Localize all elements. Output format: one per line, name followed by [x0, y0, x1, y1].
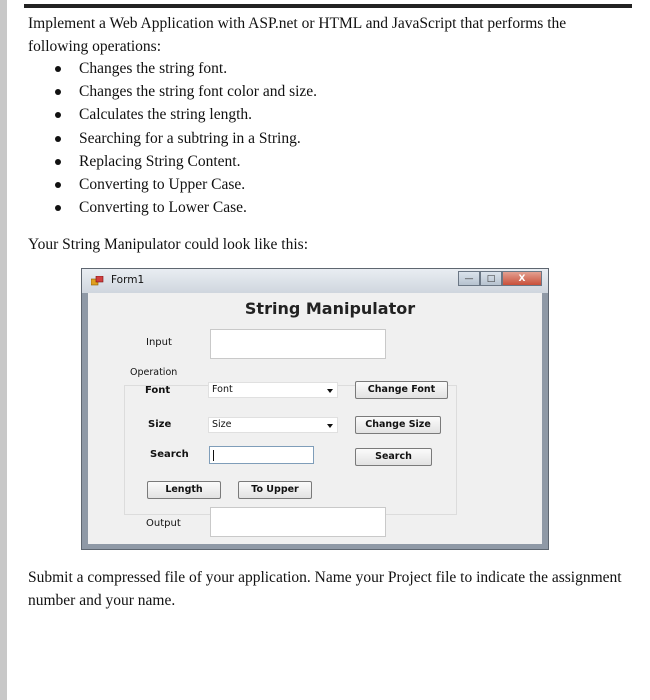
change-font-button[interactable]: Change Font [355, 381, 448, 399]
font-label: Font [145, 385, 171, 396]
window-title: Form1 [111, 274, 145, 286]
form-app-icon [91, 276, 104, 286]
form-heading: String Manipulator [244, 299, 416, 318]
window-titlebar [82, 269, 548, 293]
example-lead-text: Your String Manipulator could look like this: [28, 236, 309, 253]
page-left-border [0, 0, 7, 700]
search-button[interactable]: Search [355, 448, 432, 466]
top-rule [24, 4, 632, 8]
list-item: Converting to Lower Case. [50, 196, 317, 219]
list-item: Calculates the string length. [50, 103, 317, 126]
input-textbox[interactable] [210, 329, 386, 359]
list-item: Searching for a subtring in a String. [50, 127, 317, 150]
search-input[interactable] [209, 446, 314, 464]
assignment-intro: Implement a Web Application with ASP.net or HTML and JavaScript that performs the following operations: [28, 15, 567, 55]
form-window-screenshot [81, 268, 549, 550]
operations-list [50, 57, 317, 219]
list-item: Changes the string font color and size. [50, 80, 317, 103]
operation-label: Operation [130, 367, 178, 378]
output-label: Output [146, 518, 181, 529]
to-upper-button[interactable]: To Upper [238, 481, 312, 499]
size-select-value: Size [212, 419, 232, 430]
window-controls [458, 271, 542, 286]
change-size-button[interactable]: Change Size [355, 416, 441, 434]
list-item: Converting to Upper Case. [50, 173, 317, 196]
submission-instructions: Submit a compressed file of your application. Name your Project file to indicate the assignment number and your name. [28, 569, 622, 609]
search-label: Search [150, 449, 189, 460]
form-client-area [88, 293, 542, 544]
minimize-icon[interactable]: — [458, 271, 480, 286]
maximize-icon[interactable]: □ [480, 271, 502, 286]
size-label: Size [148, 419, 172, 430]
list-item: Replacing String Content. [50, 150, 317, 173]
length-button[interactable]: Length [147, 481, 221, 499]
font-select-value: Font [212, 384, 233, 395]
text-cursor [213, 450, 214, 461]
input-label: Input [146, 337, 172, 348]
chevron-down-icon [327, 389, 333, 393]
font-select[interactable] [208, 382, 338, 398]
close-icon[interactable]: X [502, 271, 542, 286]
chevron-down-icon [327, 424, 333, 428]
size-select[interactable] [208, 417, 338, 433]
output-textbox[interactable] [210, 507, 386, 537]
list-item: Changes the string font. [50, 57, 317, 80]
